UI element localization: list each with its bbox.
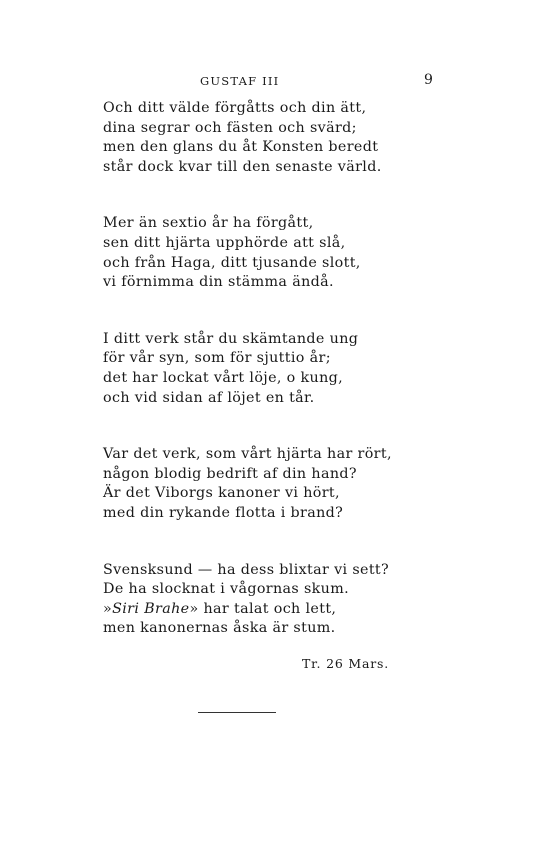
page-header xyxy=(0,74,544,94)
poem-line: Är det Viborgs kanoner vi hört, xyxy=(103,485,340,502)
stanza-3 xyxy=(103,330,433,408)
poem-line: Och ditt välde förgåtts och din ätt, xyxy=(103,100,367,116)
stanza-2 xyxy=(103,214,433,292)
poem-line: I ditt verk står du skämtande ung xyxy=(103,330,359,347)
stanza-4 xyxy=(103,445,433,523)
poem-line: Mer än sextio år ha förgått, xyxy=(103,215,314,232)
quote-close: » xyxy=(189,600,199,617)
quote-open: » xyxy=(103,600,113,617)
poem-line-with-title xyxy=(103,600,433,620)
poem-line: står dock kvar till den senaste värld. xyxy=(103,158,382,175)
poem-line: och vid sidan af löjet en tår. xyxy=(103,389,315,406)
poem-line: De ha slocknat i vågornas skum. xyxy=(103,581,350,598)
poem xyxy=(103,99,433,676)
poem-line: med din rykande flotta i brand? xyxy=(103,504,344,521)
line-rest: har talat och lett, xyxy=(198,600,337,617)
poem-line: sen ditt hjärta upphörde att slå, xyxy=(103,234,346,251)
poem-line: men den glans du åt Konsten beredt xyxy=(103,139,379,156)
poem-line: för vår syn, som för sjuttio år; xyxy=(103,350,331,367)
quoted-title: Siri Brahe xyxy=(112,600,190,617)
running-title: GUSTAF III xyxy=(200,74,280,88)
end-rule xyxy=(198,712,276,713)
poem-line: Var det verk, som vårt hjärta har rört, xyxy=(103,446,392,463)
poem-line: dina segrar och fästen och svärd; xyxy=(103,119,357,136)
poem-line: men kanonernas åska är stum. xyxy=(103,620,336,637)
stanza-5 xyxy=(103,561,433,639)
signature: Tr. 26 Mars. xyxy=(302,656,389,671)
poem-line: Svensksund — ha dess blixtar vi sett? xyxy=(103,561,390,578)
poem-line: vi förnimma din stämma ändå. xyxy=(103,274,334,291)
poem-line: någon blodig bedrift af din hand? xyxy=(103,465,357,482)
poem-line: och från Haga, ditt tjusande slott, xyxy=(103,254,361,271)
stanza-1 xyxy=(103,99,433,177)
poem-line: det har lockat vårt löje, o kung, xyxy=(103,369,344,386)
page-number: 9 xyxy=(424,72,433,88)
